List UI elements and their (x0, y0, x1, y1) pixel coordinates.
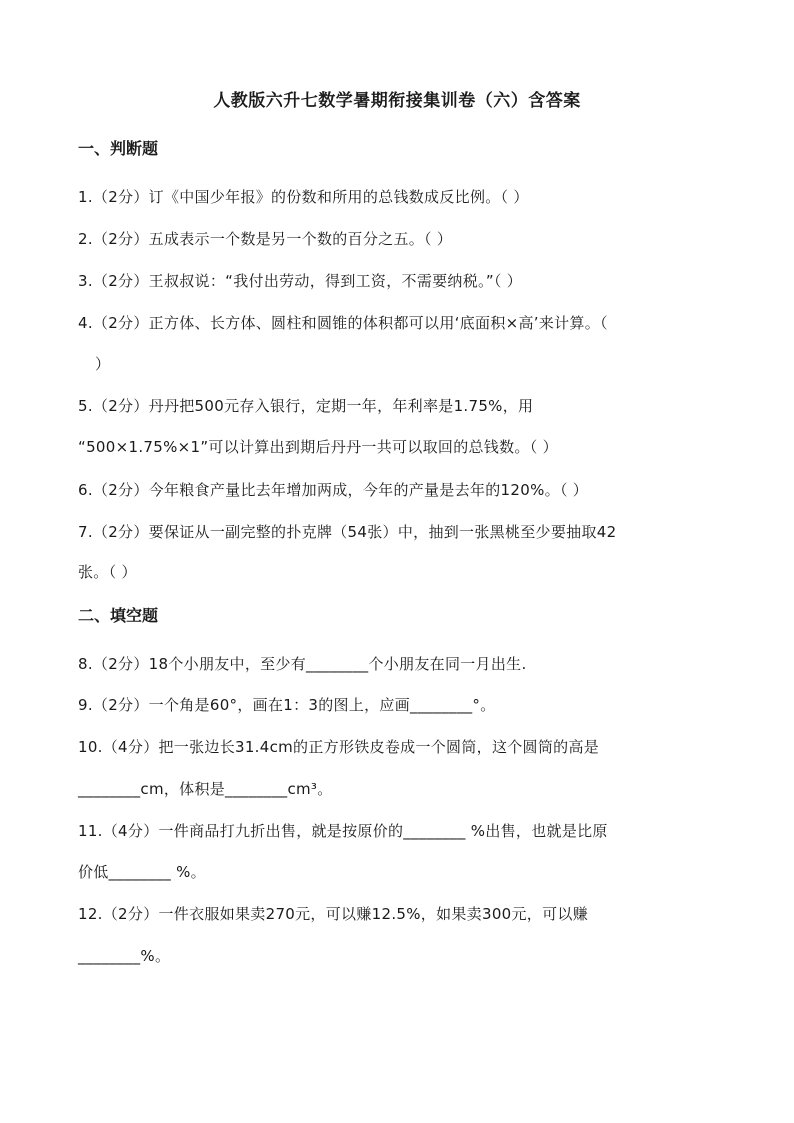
question-12-continued: ________%。 (78, 947, 171, 965)
page-title: 人教版六升七数学暑期衔接集训卷（六）含答案 (213, 91, 581, 111)
section-heading-fill-in: 二、填空题 (78, 606, 159, 625)
question-6: 6.（2分）今年粮食产量比去年增加两成，今年的产量是去年的120%。（ ） (78, 481, 589, 499)
question-7-continued: 张。（ ） (78, 563, 137, 581)
question-7: 7.（2分）要保证从一副完整的扑克牌（54张）中，抽到一张黑桃至少要抽取42 (78, 523, 617, 541)
question-3: 3.（2分）王叔叔说：“我付出劳动，得到工资，不需要纳税。”（ ） (78, 272, 523, 290)
question-11: 11.（4分）一件商品打九折出售，就是按原价的________ %出售，也就是比原 (78, 822, 608, 840)
question-10-continued: ________cm，体积是________cm³。 (78, 780, 333, 798)
question-12: 12.（2分）一件衣服如果卖270元，可以赚12.5%，如果卖300元，可以赚 (78, 905, 589, 923)
question-5-continued: “500×1.75%×1”可以计算出到期后丹丹一共可以取回的总钱数。（ ） (78, 438, 558, 456)
question-5: 5.（2分）丹丹把500元存入银行，定期一年，年利率是1.75%，用 (78, 397, 534, 415)
question-9: 9.（2分）一个角是60°，画在1：3的图上，应画________°。 (78, 696, 496, 714)
question-10: 10.（4分）把一张边长31.4cm的正方形铁皮卷成一个圆筒，这个圆筒的高是 (78, 738, 600, 756)
question-2: 2.（2分）五成表示一个数是另一个数的百分之五。（ ） (78, 230, 453, 248)
section-heading-judgement: 一、判断题 (78, 139, 159, 158)
question-8: 8.（2分）18个小朋友中，至少有________个小朋友在同一月出生. (78, 655, 527, 673)
question-4: 4.（2分）正方体、长方体、圆柱和圆锥的体积都可以用‘底面积×高’来计算。（ (78, 314, 608, 332)
question-1: 1.（2分）订《中国少年报》的份数和所用的总钱数成反比例。（ ） (78, 188, 529, 206)
question-11-continued: 价低________ %。 (78, 863, 206, 881)
question-4-continued: ） (95, 355, 111, 373)
